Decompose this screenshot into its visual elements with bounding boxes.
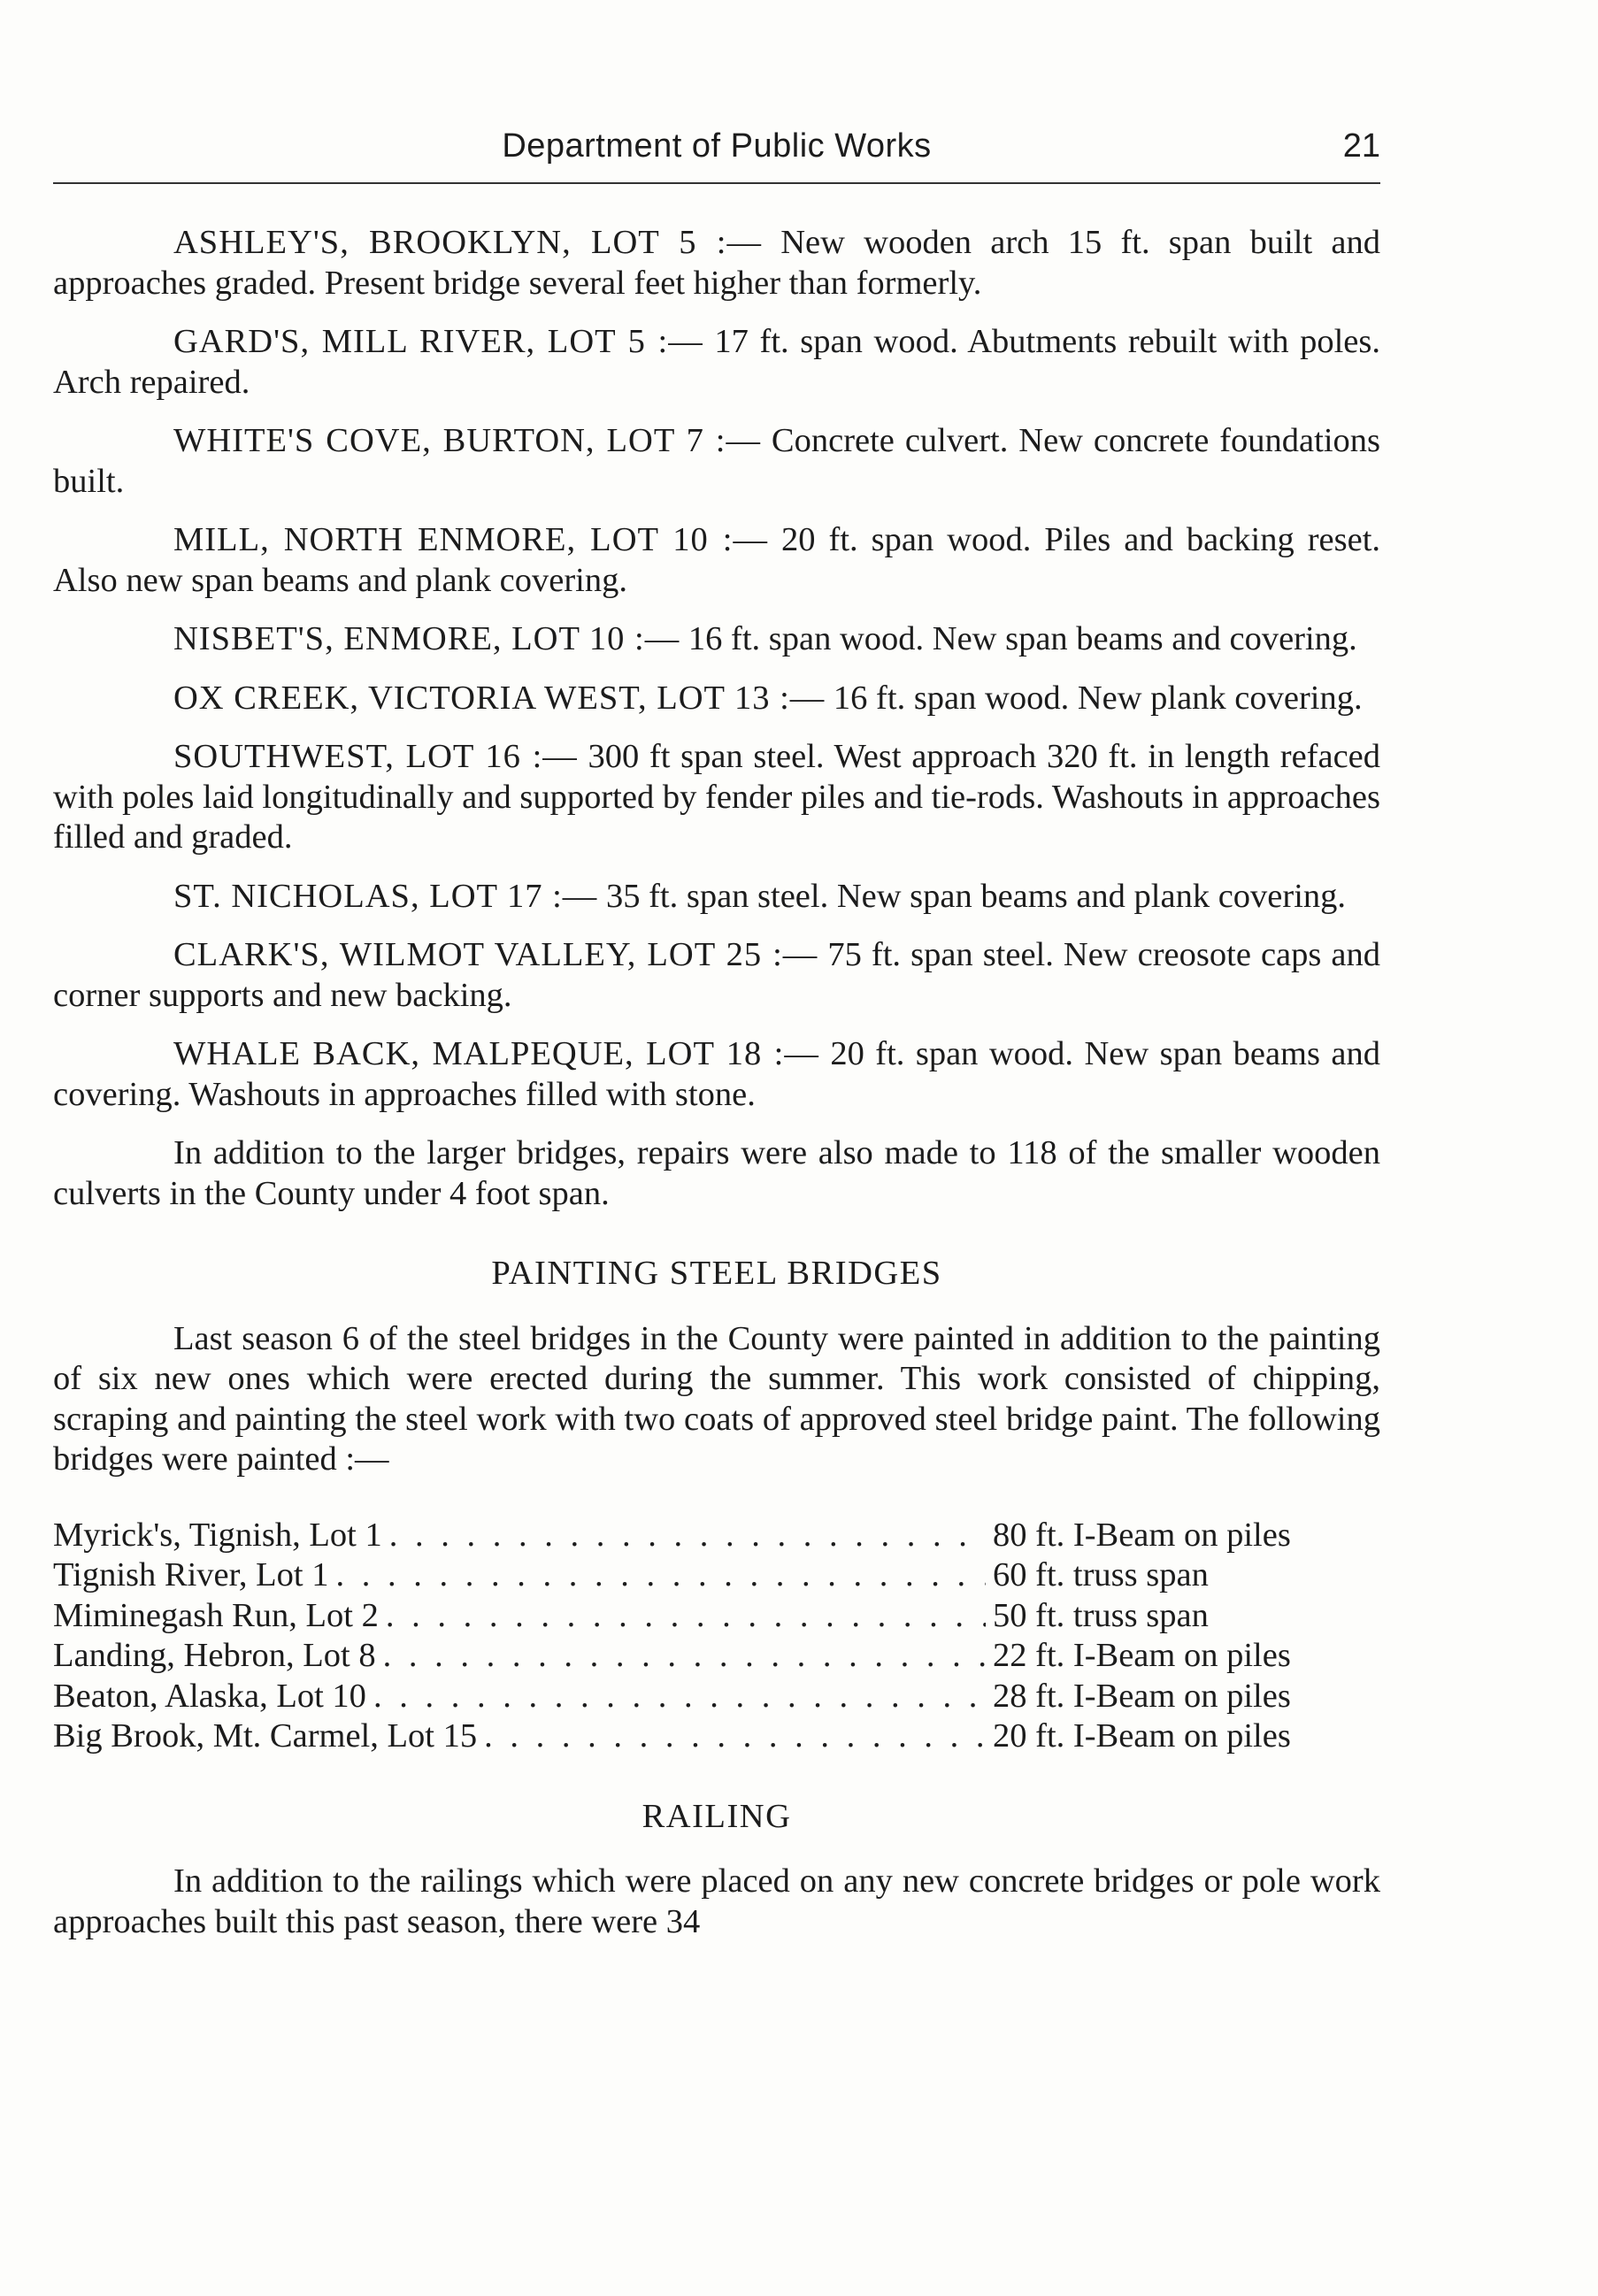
page-header (53, 115, 1380, 186)
bridge-entry (53, 322, 1380, 403)
page-number: 21 (1342, 127, 1380, 165)
culverts-paragraph: In addition to the larger bridges, repairs were also made to 118 of the smaller wooden culverts in the County under 4 foot span. (53, 1134, 1380, 1212)
dot-leader (336, 1555, 987, 1596)
dot-leader (373, 1677, 986, 1717)
bridge-entry-name: SOUTHWEST, LOT 16 :— (173, 738, 578, 775)
bridge-name: Miminegash Run, Lot 2 (53, 1596, 379, 1634)
bridge-name: Big Brook, Mt. Carmel, Lot 15 (53, 1717, 478, 1755)
bridge-entry-name: OX CREEK, VICTORIA WEST, LOT 13 :— (173, 679, 826, 717)
bridge-entry-name: ASHLEY'S, BROOKLYN, LOT 5 :— (173, 224, 762, 261)
bridge-entry-text: 16 ft. span wood. New span beams and covering. (688, 620, 1357, 657)
dot-leader (386, 1596, 986, 1637)
bridge-entry-text: 20 ft. span wood. Piles and backing reset. Also new span beams and plank covering. (53, 521, 1381, 599)
railing-heading: RAILING (642, 1797, 792, 1835)
bridge-name: Tignish River, Lot 1 (53, 1556, 329, 1593)
bridge-entry-text: 17 ft. span wood. Abutments rebuilt with poles. Arch repaired. (53, 323, 1380, 401)
bridge-entry-name: CLARK'S, WILMOT VALLEY, LOT 25 :— (173, 936, 818, 973)
document-page (53, 115, 1380, 1961)
bridge-entry (53, 619, 1380, 660)
bridge-entry-name: WHITE'S COVE, BURTON, LOT 7 :— (173, 422, 761, 459)
bridge-span: 20 ft. I-Beam on piles (993, 1717, 1291, 1755)
running-title: Department of Public Works (502, 127, 932, 165)
header-rule (53, 182, 1380, 184)
railing-paragraph: In addition to the railings which were placed on any new concrete bridges or pole work approaches built this past season, there were 34 (53, 1862, 1380, 1940)
bridge-span: 80 ft. I-Beam on piles (993, 1516, 1291, 1554)
bridge-entry-text: 35 ft. span steel. New span beams and plank covering. (605, 877, 1347, 915)
painting-paragraph: Last season 6 of the steel bridges in the County were painted in addition to the painting of six new ones which were erected during the summer. This work consisted of chipping, scraping and painting the steel work with two coats of approved steel bridge paint. The following bridges were painted :— (53, 1319, 1380, 1478)
dot-leader (484, 1716, 986, 1757)
bridge-entry-text: 300 ft span steel. West approach 320 ft. in length refaced with poles laid longitudinally and supported by fender piles and tie-rods. Washouts in approaches filled and graded. (53, 738, 1381, 856)
bridge-name: Myrick's, Tignish, Lot 1 (53, 1516, 382, 1554)
list-item (53, 1555, 1380, 1596)
dot-leader (383, 1636, 986, 1677)
bridge-name: Landing, Hebron, Lot 8 (53, 1637, 376, 1674)
list-item (53, 1677, 1380, 1717)
bridge-entry (53, 520, 1380, 601)
bridge-span: 28 ft. I-Beam on piles (993, 1677, 1291, 1715)
page-body (53, 223, 1380, 1942)
bridge-entry (53, 1034, 1380, 1115)
bridge-entry (53, 421, 1380, 502)
painted-bridges-list (53, 1516, 1380, 1757)
bridge-span: 22 ft. I-Beam on piles (993, 1637, 1291, 1674)
bridge-name: Beaton, Alaska, Lot 10 (53, 1677, 366, 1715)
bridge-entry (53, 737, 1380, 858)
bridge-entry-text: New wooden arch 15 ft. span built and approaches graded. Present bridge several feet higher than formerly. (53, 224, 1381, 302)
bridge-span: 60 ft. truss span (993, 1556, 1209, 1593)
bridge-entry-name: GARD'S, MILL RIVER, LOT 5 :— (173, 323, 703, 360)
bridge-entry (53, 223, 1380, 303)
list-item (53, 1596, 1380, 1637)
bridge-entry-name: WHALE BACK, MALPEQUE, LOT 18 :— (173, 1035, 819, 1072)
bridge-entry-name: MILL, NORTH ENMORE, LOT 10 :— (173, 521, 769, 558)
bridge-span: 50 ft. truss span (993, 1596, 1209, 1634)
list-item (53, 1516, 1380, 1556)
bridge-entry (53, 679, 1380, 719)
dot-leader (389, 1516, 986, 1556)
bridge-entry-text: 75 ft. span steel. New creosote caps and corner supports and new backing. (53, 936, 1380, 1014)
bridge-entry-text: 20 ft. span wood. New span beams and covering. Washouts in approaches filled with stone. (53, 1035, 1381, 1113)
bridge-entry-name: ST. NICHOLAS, LOT 17 :— (173, 877, 598, 915)
list-item (53, 1636, 1380, 1677)
bridge-entry (53, 935, 1380, 1016)
bridge-entry (53, 877, 1380, 918)
painting-heading: PAINTING STEEL BRIDGES (491, 1255, 942, 1292)
list-item (53, 1716, 1380, 1757)
bridge-entry-text: 16 ft. span wood. New plank covering. (833, 679, 1363, 717)
bridge-entry-name: NISBET'S, ENMORE, LOT 10 :— (173, 620, 680, 657)
bridge-entry-text: Concrete culvert. New concrete foundations built. (53, 422, 1381, 500)
